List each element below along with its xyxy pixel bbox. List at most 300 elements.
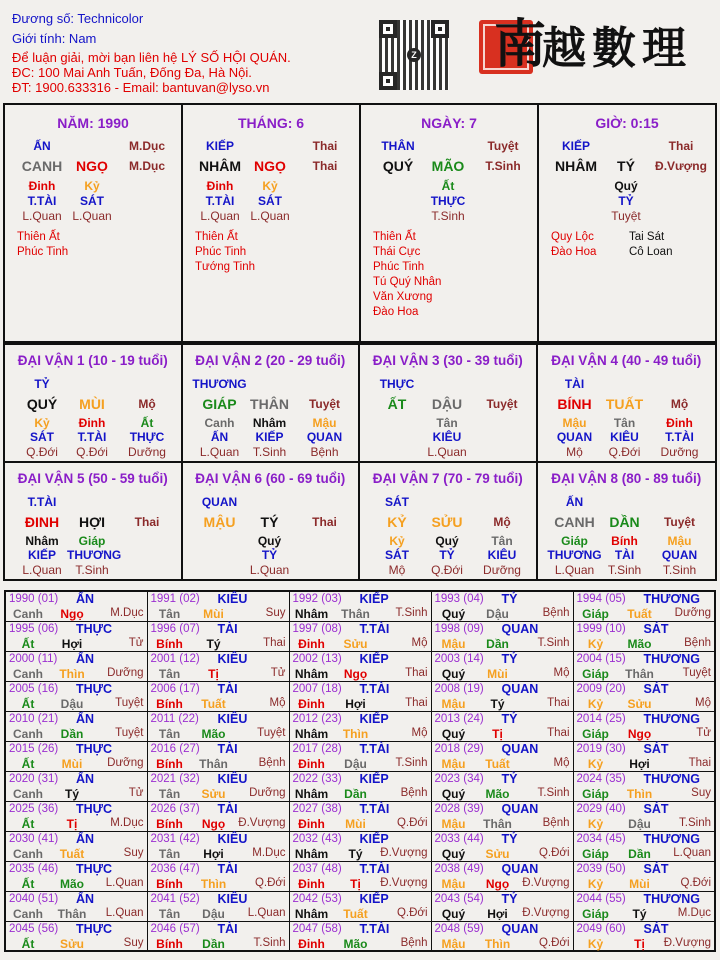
life-phase: Tử: [128, 786, 144, 799]
annual-cell[interactable]: [147, 681, 289, 711]
annual-cell[interactable]: [431, 651, 573, 681]
table-row: [5, 831, 715, 861]
earthly-branch: Dần: [344, 786, 367, 801]
dai-van-title: ĐẠI VẬN 4 (40 - 49 tuổi): [551, 353, 702, 368]
hidden-phase: T.Sinh: [431, 209, 465, 223]
life-phase: Mộ: [411, 726, 428, 739]
life-phase: Tuyệt: [257, 726, 286, 739]
year-label: 1994 (05): [576, 593, 626, 605]
heavenly-stem: Giáp: [582, 726, 609, 741]
ten-god: ẤN: [76, 651, 95, 666]
stars-list-secondary: [629, 230, 672, 260]
table-row: [5, 711, 715, 741]
ten-god: ẤN: [76, 891, 95, 906]
hidden-stem: Ất: [140, 416, 154, 430]
ten-god: ẤN: [76, 592, 95, 606]
heavenly-stem: Đinh: [298, 696, 325, 711]
dv-phase: Thai: [134, 515, 160, 529]
life-phase: T.Sinh: [395, 607, 428, 619]
heavenly-stem: Canh: [13, 726, 43, 741]
stars-list: [551, 230, 596, 260]
dv-god: T.TÀI: [27, 495, 57, 509]
ten-god: TÀI: [217, 801, 238, 816]
table-row: [5, 771, 715, 801]
earthly-branch: Sửu: [627, 696, 652, 711]
heavenly-stem: Tân: [158, 786, 181, 801]
year-label: 2029 (40): [576, 802, 626, 815]
earthly-branch: Tị: [492, 726, 503, 741]
life-phase: Tử: [128, 636, 144, 649]
annual-cell[interactable]: [289, 891, 431, 921]
earthly-branch: Thìn: [484, 936, 511, 951]
earthly-branch: Dậu: [486, 607, 509, 621]
ten-god: KIÊU: [217, 771, 248, 786]
annual-cell[interactable]: [5, 891, 147, 921]
earthly-branch: Sửu: [59, 936, 85, 951]
earthly-branch: Mùi: [345, 816, 366, 831]
earthly-branch: Dần: [60, 726, 84, 741]
earthly-branch: Sửu: [485, 846, 510, 861]
dv-branch: DẦN: [609, 514, 640, 530]
pillar-stem: CANH: [21, 158, 63, 174]
heavenly-stem: Mậu: [441, 876, 466, 891]
heavenly-stem: Nhâm: [294, 786, 329, 801]
earthly-branch: Hợi: [629, 756, 650, 771]
hidden-phase: Bệnh: [310, 445, 339, 459]
annual-cell[interactable]: [573, 801, 715, 831]
hidden-god: THƯƠNG: [547, 548, 602, 562]
hidden-god: KIÊU: [432, 430, 462, 444]
year-label: 2016 (27): [150, 742, 200, 755]
life-phase: Tuyệt: [115, 726, 144, 739]
heavenly-stem: Bính: [156, 636, 183, 651]
annual-cell[interactable]: [147, 651, 289, 681]
annual-cell[interactable]: [289, 741, 431, 771]
heavenly-stem: Tân: [158, 906, 181, 921]
annual-cell[interactable]: [5, 771, 147, 801]
earthly-branch: Dậu: [202, 906, 225, 921]
annual-cell[interactable]: [573, 921, 715, 951]
annual-cell[interactable]: [431, 741, 573, 771]
dv-branch: MÙI: [79, 396, 105, 412]
pillar-stem: NHÂM: [555, 158, 597, 174]
annual-cell[interactable]: [5, 621, 147, 651]
heavenly-stem: Ất: [21, 756, 35, 771]
life-phase: Suy: [691, 786, 711, 799]
annual-cell[interactable]: [573, 681, 715, 711]
year-label: 2037 (48): [292, 862, 342, 875]
table-row: [5, 891, 715, 921]
annual-cell[interactable]: [147, 891, 289, 921]
hidden-stem: Quý: [614, 179, 638, 193]
year-label: 2022 (33): [292, 772, 342, 785]
life-phase: Thai: [547, 696, 570, 709]
annual-cell[interactable]: [573, 711, 715, 741]
annual-cell[interactable]: [289, 831, 431, 861]
star-item: Quy Lộc: [551, 231, 594, 243]
heavenly-stem: Mậu: [441, 756, 466, 771]
annual-cell[interactable]: [573, 891, 715, 921]
hidden-stem: Nhâm: [25, 534, 59, 548]
annual-cell[interactable]: [5, 921, 147, 951]
hidden-god: ẤN: [210, 430, 229, 444]
life-phase: Mộ: [553, 666, 570, 679]
hidden-phase: T.Sinh: [607, 563, 642, 577]
pillar-god-phase: M.Dục: [129, 139, 165, 153]
earthly-branch: Mão: [60, 876, 84, 891]
annual-cell[interactable]: [147, 921, 289, 951]
heavenly-stem: Nhâm: [294, 726, 329, 741]
annual-cell[interactable]: [431, 621, 573, 651]
annual-cell[interactable]: [5, 651, 147, 681]
table-row: [5, 921, 715, 951]
hidden-stem: Bính: [611, 534, 638, 548]
dai-van-cell: [5, 461, 183, 579]
dv-phase: Thai: [312, 515, 337, 529]
annual-cell[interactable]: [431, 801, 573, 831]
ten-god: KIẾP: [359, 711, 389, 726]
ten-god: QUAN: [501, 681, 539, 696]
earthly-branch: Thân: [57, 906, 87, 921]
annual-cell[interactable]: [431, 771, 573, 801]
star-item: Thiên Ất: [373, 231, 416, 243]
qr-finder-icon: [379, 72, 397, 90]
star-item: Phúc Tinh: [17, 246, 69, 258]
hidden-stem: Đinh: [666, 416, 693, 430]
pillar-title: GIỜ: 0:15: [595, 115, 659, 131]
hidden-stem: Nhâm: [252, 416, 287, 430]
year-label: 2025 (36): [9, 802, 59, 815]
annual-cell[interactable]: [5, 741, 147, 771]
dai-van-title: ĐẠI VẬN 1 (10 - 19 tuổi): [17, 353, 168, 368]
annual-cell[interactable]: [289, 711, 431, 741]
life-phase: Dưỡng: [107, 666, 144, 679]
annual-cell[interactable]: [431, 861, 573, 891]
earthly-branch: Dần: [628, 846, 651, 861]
qr-finder-icon: [379, 20, 397, 38]
heavenly-stem: Nhâm: [294, 666, 329, 681]
hidden-phase: L.Quan: [199, 445, 240, 459]
dv-phase: Mộ: [670, 397, 689, 411]
heavenly-stem: Ất: [21, 936, 35, 951]
hidden-stem: Canh: [204, 416, 235, 430]
hidden-god: TỶ: [261, 548, 278, 562]
annual-cell[interactable]: [289, 771, 431, 801]
earthly-branch: Tý: [348, 846, 363, 861]
hidden-god: THỰC: [430, 194, 466, 208]
ten-god: T.TÀI: [359, 621, 390, 636]
annual-cell[interactable]: [147, 591, 289, 621]
hidden-god: T.TÀI: [27, 194, 57, 208]
earthly-branch: Tị: [350, 876, 361, 891]
year-label: 1992 (03): [292, 593, 342, 605]
heavenly-stem: Bính: [156, 816, 183, 831]
earthly-branch: Thìn: [59, 666, 85, 681]
life-phase: Tử: [270, 666, 286, 679]
annual-cell[interactable]: [289, 591, 431, 621]
annual-cell[interactable]: [147, 621, 289, 651]
annual-cell[interactable]: [289, 681, 431, 711]
heavenly-stem: Ất: [21, 876, 35, 891]
table-row: [5, 621, 715, 651]
earthly-branch: Sửu: [343, 636, 368, 651]
ten-god: TỶ: [501, 592, 518, 606]
earthly-branch: Thân: [625, 666, 654, 681]
hidden-phase: L.Quan: [427, 445, 467, 459]
hidden-god: SÁT: [30, 430, 54, 444]
pillar-branch: NGỌ: [76, 158, 108, 174]
earthly-branch: Mùi: [487, 666, 508, 681]
life-phase: Bệnh: [400, 786, 428, 799]
hidden-stem: Kỷ: [34, 416, 50, 430]
life-phase: Q.Đới: [396, 816, 428, 829]
annual-cell[interactable]: [5, 831, 147, 861]
earthly-branch: Tị: [208, 666, 219, 681]
ten-god: TỶ: [501, 831, 518, 846]
earthly-branch: Ngọ: [627, 726, 652, 741]
hidden-stem: Tân: [491, 534, 513, 548]
earthly-branch: Tị: [634, 936, 645, 951]
year-label: 1996 (07): [150, 622, 200, 635]
hidden-stem: Mậu: [667, 534, 692, 548]
earthly-branch: Ngọ: [485, 876, 510, 891]
dv-god: TỶ: [34, 377, 50, 391]
heavenly-stem: Kỷ: [587, 816, 604, 831]
hidden-phase: Q.Đới: [608, 445, 641, 459]
year-label: 2008 (19): [434, 682, 484, 695]
heavenly-stem: Quý: [441, 607, 466, 621]
year-label: 2042 (53): [292, 892, 342, 905]
year-label: 2026 (37): [150, 802, 200, 815]
earthly-branch: Thân: [483, 816, 512, 831]
ten-god: THƯƠNG: [643, 771, 700, 786]
hidden-phase: Q.Đới: [431, 563, 463, 577]
hidden-god: TỶ: [439, 548, 455, 562]
life-phase: Thai: [688, 756, 711, 769]
dv-stem: ĐINH: [24, 514, 60, 530]
heavenly-stem: Ất: [21, 636, 35, 651]
earthly-branch: Thân: [199, 756, 228, 771]
hidden-god: KIÊU: [487, 548, 517, 562]
ten-god: KIẾP: [359, 651, 389, 666]
pillar-hour: [539, 105, 715, 341]
ten-god: T.TÀI: [359, 861, 390, 876]
earthly-branch: Tị: [66, 816, 78, 831]
annual-cell[interactable]: [573, 771, 715, 801]
star-item: Phúc Tinh: [373, 261, 425, 273]
ten-god: KIÊU: [217, 831, 248, 846]
annual-cell[interactable]: [147, 771, 289, 801]
star-item: Văn Xương: [373, 291, 433, 303]
duong-so-label: Đương số: Technicolor: [12, 11, 144, 26]
annual-cell[interactable]: [431, 681, 573, 711]
annual-cell[interactable]: [147, 801, 289, 831]
hidden-phase: Mộ: [388, 563, 406, 577]
ten-god: KIẾP: [359, 831, 389, 846]
pillar-phase: M.Dục: [129, 159, 165, 173]
annual-cell[interactable]: [431, 591, 573, 621]
dv-stem: KỶ: [387, 514, 407, 530]
annual-cell[interactable]: [289, 621, 431, 651]
heavenly-stem: Đinh: [298, 936, 325, 951]
heavenly-stem: Giáp: [582, 906, 609, 921]
earthly-branch: Sửu: [201, 786, 226, 801]
hidden-stem: Mậu: [562, 416, 587, 430]
heavenly-stem: Kỷ: [587, 696, 604, 711]
annual-cell[interactable]: [573, 861, 715, 891]
hidden-phase: Q.Đới: [76, 445, 108, 459]
ten-god: THỰC: [76, 921, 113, 936]
earthly-branch: Hợi: [61, 636, 83, 651]
annual-cell[interactable]: [573, 831, 715, 861]
annual-cell[interactable]: [5, 801, 147, 831]
annual-cell[interactable]: [573, 741, 715, 771]
pillar-phase: Thai: [312, 159, 338, 173]
star-item: Cô Loan: [629, 246, 673, 258]
ten-god: SÁT: [643, 801, 669, 816]
dv-branch: THÂN: [250, 396, 289, 412]
life-phase: Suy: [123, 936, 144, 949]
annual-cell[interactable]: [147, 861, 289, 891]
annual-cell[interactable]: [5, 681, 147, 711]
pillar-phase: T.Sinh: [485, 159, 521, 173]
annual-cell[interactable]: [573, 591, 715, 621]
life-phase: Dưỡng: [249, 786, 286, 799]
year-label: 2035 (46): [9, 862, 59, 875]
pillar-god: ẤN: [33, 139, 51, 153]
heavenly-stem: Quý: [441, 906, 466, 921]
ten-god: SÁT: [643, 681, 669, 696]
heavenly-stem: Canh: [13, 666, 43, 681]
heavenly-stem: Tân: [158, 726, 181, 741]
year-label: 2001 (12): [150, 652, 200, 665]
pillar-god-phase: Thai: [312, 139, 338, 153]
hidden-phase: Mộ: [566, 445, 583, 459]
life-phase: M.Dục: [110, 816, 144, 829]
year-label: 2000 (11): [9, 652, 58, 665]
hidden-phase: L.Quan: [22, 563, 62, 577]
annual-cell[interactable]: [147, 711, 289, 741]
annual-cell[interactable]: [289, 651, 431, 681]
year-label: 2031 (42): [150, 832, 200, 845]
heavenly-stem: Tân: [158, 607, 181, 621]
hidden-stem: Tân: [436, 416, 458, 430]
earthly-branch: Mão: [343, 936, 368, 951]
stars-list: [373, 230, 441, 320]
life-phase: Mộ: [411, 636, 428, 649]
dai-van-title: ĐẠI VẬN 5 (50 - 59 tuổi): [17, 471, 168, 486]
annual-cell[interactable]: [5, 711, 147, 741]
annual-cell[interactable]: [289, 801, 431, 831]
dv-god: TÀI: [564, 377, 585, 391]
dv-god: ẤN: [565, 495, 584, 509]
ten-god: T.TÀI: [359, 921, 390, 936]
year-label: 1998 (09): [434, 622, 484, 635]
qr-center-logo-icon: Z: [407, 48, 421, 62]
hidden-god: T.TÀI: [77, 430, 107, 444]
pillar-god: KIẾP: [205, 139, 234, 153]
pillar-god-phase: Thai: [668, 139, 694, 153]
year-label: 2005 (16): [9, 682, 59, 695]
annual-cell[interactable]: [5, 591, 147, 621]
dv-phase: Tuyệt: [663, 515, 696, 529]
life-phase: T.Sinh: [395, 756, 428, 769]
heavenly-stem: Mậu: [441, 636, 466, 651]
life-phase: M.Dục: [110, 607, 144, 619]
year-label: 2006 (17): [150, 682, 200, 695]
hidden-stem: Đinh: [206, 179, 234, 193]
annual-luck-table: [4, 590, 716, 952]
table-row: [5, 801, 715, 831]
annual-cell[interactable]: [431, 921, 573, 951]
dv-phase: Tuyệt: [308, 397, 341, 411]
heavenly-stem: Ất: [21, 696, 35, 711]
life-phase: Q.Đới: [396, 906, 428, 919]
heavenly-stem: Ất: [21, 816, 35, 831]
ten-god: THƯƠNG: [643, 651, 700, 666]
annual-cell[interactable]: [147, 741, 289, 771]
year-label: 2032 (43): [292, 832, 342, 845]
pillar-year: [5, 105, 183, 341]
annual-cell[interactable]: [573, 621, 715, 651]
ten-god: SÁT: [643, 921, 669, 936]
annual-cell[interactable]: [431, 831, 573, 861]
annual-cell[interactable]: [5, 861, 147, 891]
hidden-god: SÁT: [258, 194, 282, 208]
earthly-branch: Dậu: [628, 816, 651, 831]
pillar-god: KIẾP: [561, 139, 590, 153]
life-phase: Mộ: [553, 756, 570, 769]
pillar-god: THÂN: [381, 139, 415, 153]
ten-god: TỶ: [501, 771, 518, 786]
dv-phase: Tuyệt: [486, 397, 518, 411]
life-phase: Dưỡng: [674, 607, 711, 619]
ten-god: SÁT: [643, 861, 669, 876]
hidden-phase: T.Sinh: [75, 563, 109, 577]
year-label: 2007 (18): [292, 682, 342, 695]
pillar-title: NĂM: 1990: [57, 115, 129, 131]
ten-god: TÀI: [217, 921, 238, 936]
star-item: Phúc Tinh: [195, 246, 247, 258]
year-label: 2019 (30): [576, 742, 626, 755]
annual-cell[interactable]: [431, 891, 573, 921]
annual-cell[interactable]: [289, 861, 431, 891]
year-label: 2010 (21): [9, 712, 59, 725]
dai-van-title: ĐẠI VẬN 2 (20 - 29 tuổi): [195, 353, 346, 368]
annual-cell[interactable]: [289, 921, 431, 951]
qr-code-icon[interactable]: [379, 20, 449, 90]
annual-cell[interactable]: [431, 711, 573, 741]
annual-cell[interactable]: [147, 831, 289, 861]
life-phase: L.Quan: [105, 876, 144, 889]
life-phase: L.Quan: [105, 906, 144, 919]
year-label: 1990 (01): [9, 593, 59, 605]
dv-god: SÁT: [385, 495, 409, 509]
hidden-god: KIẾP: [255, 430, 284, 444]
star-item: Thái Cực: [373, 246, 421, 258]
life-phase: Bệnh: [684, 636, 711, 649]
year-label: 2040 (51): [9, 892, 59, 905]
annual-cell[interactable]: [573, 651, 715, 681]
dai-van-cell: [538, 343, 716, 461]
life-phase: T.Sinh: [537, 786, 570, 799]
life-phase: Bệnh: [542, 816, 570, 829]
life-phase: M.Dục: [252, 846, 286, 859]
life-phase: T.Sinh: [253, 936, 286, 949]
life-phase: Dưỡng: [107, 756, 144, 769]
heavenly-stem: Kỷ: [587, 936, 604, 951]
ten-god: THƯƠNG: [643, 891, 700, 906]
